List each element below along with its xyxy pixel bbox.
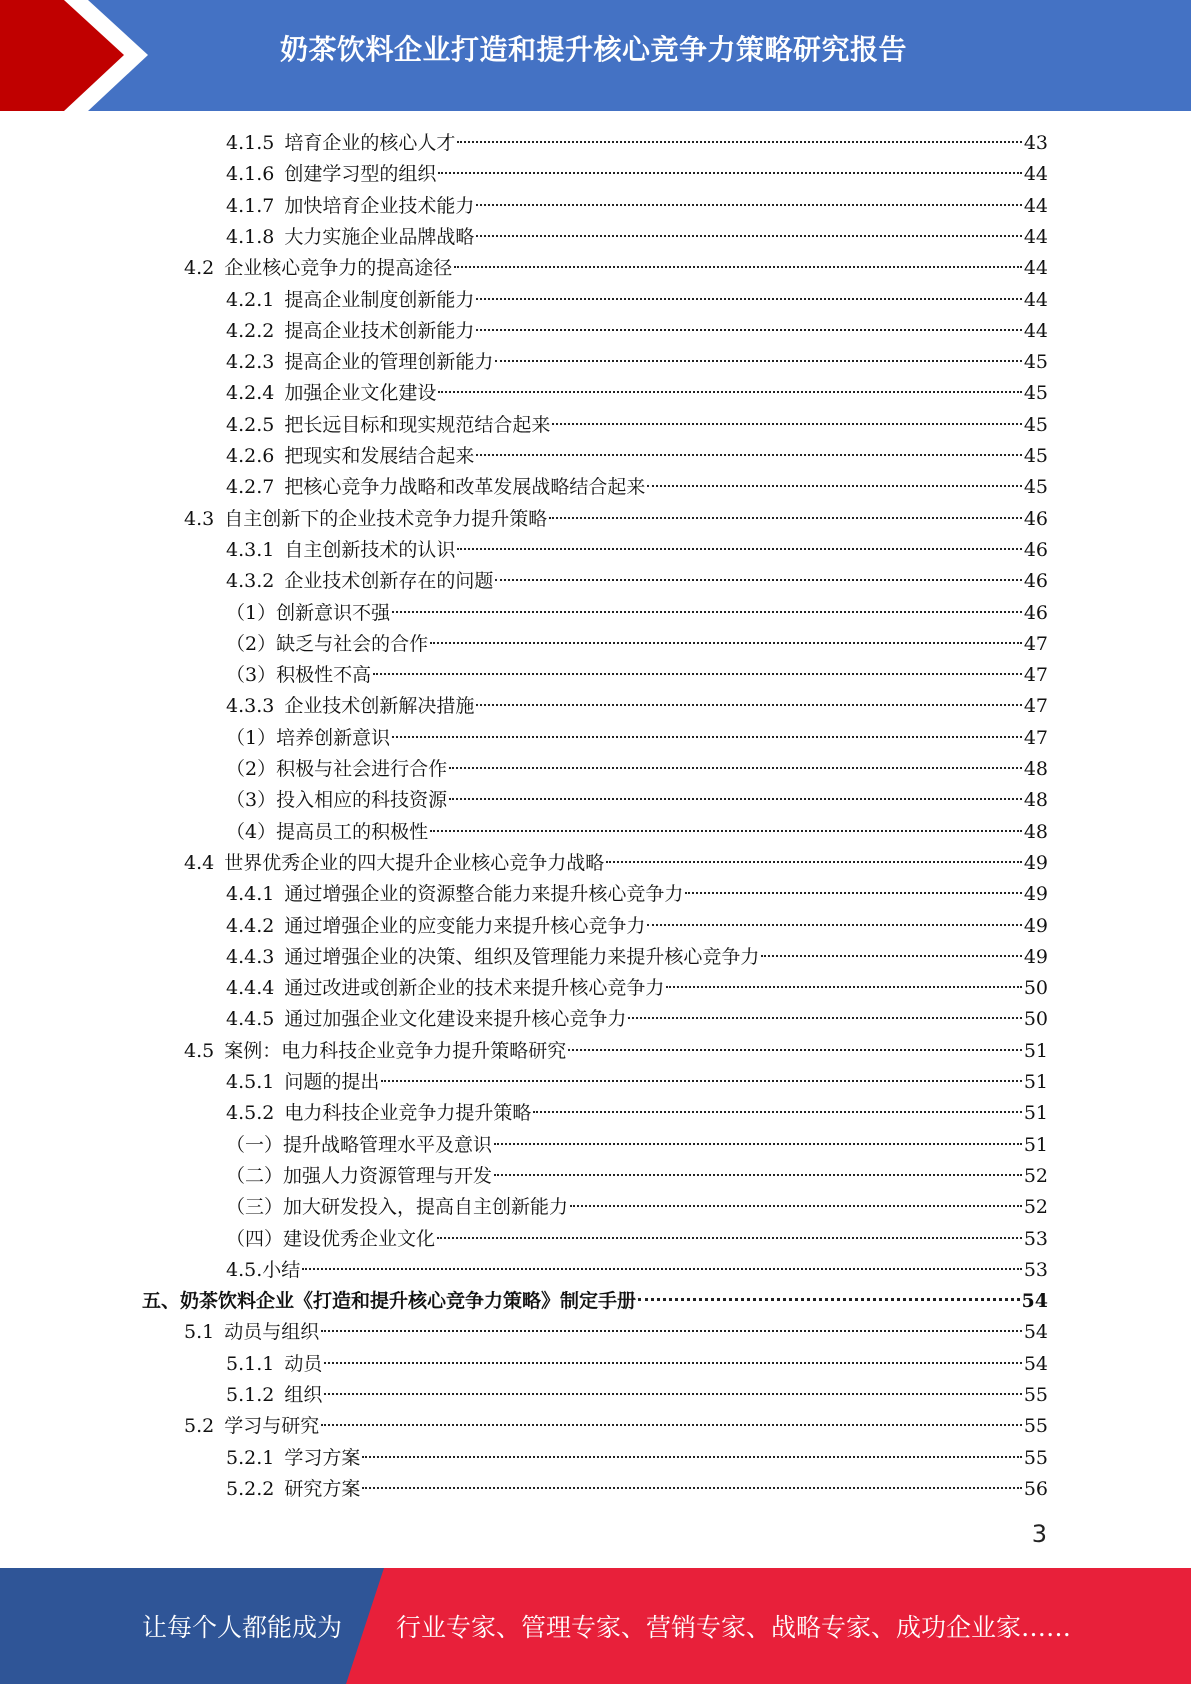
toc-dot-leader <box>533 1111 1021 1113</box>
toc-entry-page: 47 <box>1023 695 1048 717</box>
toc-entry-title: 通过增强企业的应变能力来提升核心竞争力 <box>284 915 646 937</box>
toc-entry-title: 动员 <box>284 1353 323 1375</box>
toc-entry-title: 电力科技企业竞争力提升策略 <box>284 1102 532 1124</box>
toc-dot-leader <box>666 986 1021 988</box>
toc-entry[interactable] <box>226 1192 1048 1223</box>
toc-dot-leader <box>476 454 1021 456</box>
toc-dot-leader <box>494 1174 1022 1176</box>
toc-dot-leader <box>392 736 1022 738</box>
toc-dot-leader <box>449 767 1022 769</box>
toc-dot-leader <box>362 1456 1021 1458</box>
toc-entry-page: 44 <box>1023 163 1048 185</box>
toc-entry-page: 47 <box>1023 664 1048 686</box>
toc-entry[interactable] <box>226 1161 1048 1192</box>
toc-entry-title: 问题的提出 <box>284 1071 380 1093</box>
toc-entry-title: （3）积极性不高 <box>226 664 372 686</box>
toc-dot-leader <box>457 141 1021 143</box>
toc-entry-title: 动员与组织 <box>224 1321 320 1343</box>
toc-entry-title: 提高企业制度创新能力 <box>284 289 475 311</box>
toc-dot-leader <box>552 423 1021 425</box>
toc-entry-page: 49 <box>1023 883 1048 905</box>
toc-entry-number: 4.2.7 <box>226 476 275 498</box>
toc-entry-page: 48 <box>1023 758 1048 780</box>
toc-entry-number: 4.2.6 <box>226 445 275 467</box>
toc-entry[interactable] <box>226 1130 1048 1161</box>
toc-entry-page: 50 <box>1023 1008 1048 1030</box>
toc-entry[interactable] <box>226 817 1048 848</box>
toc-entry-title: 提高企业技术创新能力 <box>284 320 475 342</box>
toc-dot-leader <box>647 924 1021 926</box>
footer-slogan-right: 行业专家、管理专家、营销专家、战略专家、成功企业家…… <box>396 1613 1072 1642</box>
toc-entry-number: 4.5.1 <box>226 1071 275 1093</box>
toc-entry-page: 44 <box>1023 289 1048 311</box>
toc-entry-title: 自主创新下的企业技术竞争力提升策略 <box>224 508 548 530</box>
toc-entry[interactable] <box>226 660 1048 691</box>
toc-entry-number: 4.4.3 <box>226 946 275 968</box>
toc-entry-number: 4.1.5 <box>226 132 275 154</box>
toc-entry-number: 4.4.4 <box>226 977 275 999</box>
toc-dot-leader <box>628 1017 1021 1019</box>
toc-dot-leader <box>438 172 1021 174</box>
toc-entry[interactable] <box>226 1380 1048 1411</box>
toc-entry-page: 43 <box>1023 132 1048 154</box>
toc-entry-title: 大力实施企业品牌战略 <box>284 226 475 248</box>
page-number: 3 <box>1031 1520 1047 1548</box>
toc-entry[interactable] <box>226 316 1048 347</box>
toc-entry-number: 4.3.2 <box>226 570 275 592</box>
toc-entry-title: （4）提高员工的积极性 <box>226 821 429 843</box>
toc-entry-title: 创建学习型的组织 <box>284 163 437 185</box>
toc-entry[interactable] <box>184 848 1048 879</box>
toc-entry-page: 46 <box>1023 602 1048 624</box>
toc-entry-page: 47 <box>1023 727 1048 749</box>
toc-dot-leader <box>381 1080 1021 1082</box>
toc-entry-title: 把现实和发展结合起来 <box>284 445 475 467</box>
toc-entry-title: （2）缺乏与社会的合作 <box>226 633 429 655</box>
toc-entry-title: 企业技术创新解决措施 <box>284 695 475 717</box>
toc-entry[interactable] <box>226 1349 1048 1380</box>
toc-entry[interactable] <box>226 1067 1048 1098</box>
toc-entry-title: 加快培育企业技术能力 <box>284 195 475 217</box>
toc-entry-page: 52 <box>1023 1196 1048 1218</box>
toc-entry-title: 通过改进或创新企业的技术来提升核心竞争力 <box>284 977 665 999</box>
toc-entry-page: 45 <box>1023 351 1048 373</box>
toc-dot-leader <box>437 1237 1022 1239</box>
toc-entry[interactable] <box>226 973 1048 1004</box>
toc-entry-title: 通过加强企业文化建设来提升核心竞争力 <box>284 1008 627 1030</box>
toc-entry-number: 4.2.1 <box>226 289 275 311</box>
toc-dot-leader <box>476 298 1021 300</box>
toc-entry[interactable] <box>226 535 1048 566</box>
toc-entry-number: 4.3 <box>184 508 215 530</box>
toc-entry-page: 45 <box>1023 476 1048 498</box>
toc-dot-leader <box>568 1049 1022 1051</box>
toc-dot-leader <box>324 1362 1021 1364</box>
toc-entry-page: 48 <box>1023 821 1048 843</box>
toc-entry-number: 4.5.2 <box>226 1102 275 1124</box>
toc-entry-title: 学习方案 <box>284 1447 361 1469</box>
toc-entry[interactable] <box>226 1474 1048 1505</box>
toc-entry-number: 4.4.2 <box>226 915 275 937</box>
toc-entry-page: 49 <box>1023 852 1048 874</box>
toc-entry[interactable] <box>226 629 1048 660</box>
toc-entry-number: 5.1.2 <box>226 1384 275 1406</box>
toc-entry[interactable] <box>142 1286 1048 1317</box>
toc-entry-page: 47 <box>1023 633 1048 655</box>
toc-entry-number: 4.1.8 <box>226 226 275 248</box>
toc-dot-leader <box>430 642 1022 644</box>
toc-dot-leader <box>392 611 1022 613</box>
toc-entry[interactable] <box>226 159 1048 190</box>
toc-entry[interactable] <box>226 191 1048 222</box>
toc-entry[interactable] <box>226 785 1048 816</box>
toc-entry[interactable] <box>226 347 1048 378</box>
toc-dot-leader <box>549 517 1022 519</box>
toc-entry-page: 51 <box>1023 1134 1048 1156</box>
toc-dot-leader <box>438 391 1021 393</box>
footer-slogan-left: 让每个人都能成为 <box>142 1613 343 1642</box>
toc-entry-title: （二）加强人力资源管理与开发 <box>226 1165 493 1187</box>
toc-entry[interactable] <box>226 754 1048 785</box>
toc-dot-leader <box>449 798 1022 800</box>
toc-entry-title: 企业技术创新存在的问题 <box>284 570 494 592</box>
toc-entry-page: 51 <box>1023 1071 1048 1093</box>
toc-dot-leader <box>321 1424 1022 1426</box>
toc-dot-leader <box>495 360 1021 362</box>
toc-entry-number: 5.1.1 <box>226 1353 275 1375</box>
toc-entry[interactable] <box>226 879 1048 910</box>
toc-entry-page: 55 <box>1023 1384 1048 1406</box>
toc-entry-page: 49 <box>1023 915 1048 937</box>
toc-entry-number: 5.2.1 <box>226 1447 275 1469</box>
toc-entry-title: （一）提升战略管理水平及意识 <box>226 1134 493 1156</box>
toc-dot-leader <box>362 1487 1021 1489</box>
toc-entry-title: （2）积极与社会进行合作 <box>226 758 448 780</box>
toc-entry-page: 48 <box>1023 789 1048 811</box>
toc-entry[interactable] <box>226 691 1048 722</box>
toc-entry[interactable] <box>226 1224 1048 1255</box>
toc-entry-number: 4.2.3 <box>226 351 275 373</box>
toc-entry-page: 44 <box>1023 257 1048 279</box>
toc-entry[interactable] <box>226 598 1048 629</box>
toc-entry-number: 5.2.2 <box>226 1478 275 1500</box>
toc-dot-leader <box>476 704 1021 706</box>
toc-dot-leader <box>494 1143 1022 1145</box>
toc-entry[interactable] <box>226 222 1048 253</box>
toc-entry-page: 44 <box>1023 226 1048 248</box>
report-title: 奶茶饮料企业打造和提升核心竞争力策略研究报告 <box>280 33 908 66</box>
toc-entry-number: 4.4 <box>184 852 215 874</box>
toc-entry-title: 培育企业的核心人才 <box>284 132 456 154</box>
toc-dot-leader <box>457 548 1021 550</box>
toc-entry-number: 4.4.5 <box>226 1008 275 1030</box>
toc-entry[interactable] <box>226 911 1048 942</box>
toc-entry-title: （三）加大研发投入，提高自主创新能力 <box>226 1196 569 1218</box>
page-header <box>0 0 1191 111</box>
toc-entry-title: 世界优秀企业的四大提升企业核心竞争力战略 <box>224 852 605 874</box>
toc-entry-number: 4.2.5 <box>226 414 275 436</box>
toc-dot-leader <box>638 1298 1020 1301</box>
toc-entry-page: 44 <box>1023 320 1048 342</box>
toc-entry-number: 5.2 <box>184 1415 215 1437</box>
toc-dot-leader <box>302 1268 1022 1270</box>
toc-entry-title: 4.5.小结 <box>226 1259 301 1281</box>
toc-entry-page: 53 <box>1023 1259 1048 1281</box>
toc-dot-leader <box>476 235 1021 237</box>
toc-entry[interactable] <box>226 1098 1048 1129</box>
toc-entry-number: 4.1.7 <box>226 195 275 217</box>
toc-entry[interactable] <box>226 1004 1048 1035</box>
toc-entry-number: 5.1 <box>184 1321 215 1343</box>
toc-entry[interactable] <box>184 504 1048 535</box>
toc-entry-title: 案例：电力科技企业竞争力提升策略研究 <box>224 1040 567 1062</box>
toc-entry-page: 52 <box>1023 1165 1048 1187</box>
toc-entry-title: 把长远目标和现实规范结合起来 <box>284 414 551 436</box>
toc-entry-page: 53 <box>1023 1228 1048 1250</box>
toc-entry-title: 提高企业的管理创新能力 <box>284 351 494 373</box>
toc-entry-page: 51 <box>1023 1102 1048 1124</box>
toc-entry[interactable] <box>184 253 1048 284</box>
toc-entry[interactable] <box>226 723 1048 754</box>
toc-entry[interactable] <box>226 285 1048 316</box>
toc-entry-page: 54 <box>1023 1353 1048 1375</box>
toc-entry-page: 54 <box>1021 1290 1048 1312</box>
toc-entry-number: 4.2 <box>184 257 215 279</box>
toc-entry-page: 46 <box>1023 570 1048 592</box>
toc-entry-title: 五、奶茶饮料企业《打造和提升核心竞争力策略》制定手册 <box>142 1290 637 1312</box>
toc-entry-page: 45 <box>1023 445 1048 467</box>
toc-entry[interactable] <box>226 1443 1048 1474</box>
toc-entry-title: 把核心竞争力战略和改革发展战略结合起来 <box>284 476 646 498</box>
toc-dot-leader <box>495 579 1021 581</box>
toc-entry-number: 4.4.1 <box>226 883 275 905</box>
page-footer <box>0 1568 1191 1684</box>
toc-entry-title: 学习与研究 <box>224 1415 320 1437</box>
toc-dot-leader <box>685 892 1021 894</box>
toc-dot-leader <box>321 1330 1022 1332</box>
toc-entry-page: 55 <box>1023 1447 1048 1469</box>
toc-entry-title: （1）培养创新意识 <box>226 727 391 749</box>
toc-entry-page: 46 <box>1023 508 1048 530</box>
toc-entry-number: 4.3.3 <box>226 695 275 717</box>
toc-entry[interactable] <box>226 566 1048 597</box>
toc-dot-leader <box>570 1205 1022 1207</box>
toc-entry-page: 56 <box>1023 1478 1048 1500</box>
toc-entry-title: 通过增强企业的决策、组织及管理能力来提升核心竞争力 <box>284 946 760 968</box>
toc-entry-title: 企业核心竞争力的提高途径 <box>224 257 453 279</box>
toc-entry[interactable] <box>226 441 1048 472</box>
toc-dot-leader <box>647 485 1021 487</box>
toc-entry-page: 44 <box>1023 195 1048 217</box>
toc-entry[interactable] <box>226 128 1048 159</box>
toc-entry-page: 51 <box>1023 1040 1048 1062</box>
toc-entry-title: 组织 <box>284 1384 323 1406</box>
toc-entry-title: 自主创新技术的认识 <box>284 539 456 561</box>
toc-entry[interactable] <box>226 942 1048 973</box>
toc-entry-number: 4.2.2 <box>226 320 275 342</box>
toc-entry-page: 49 <box>1023 946 1048 968</box>
toc-entry[interactable] <box>226 472 1048 503</box>
toc-entry-page: 46 <box>1023 539 1048 561</box>
toc-entry-number: 4.3.1 <box>226 539 275 561</box>
toc-dot-leader <box>476 329 1021 331</box>
toc-dot-leader <box>324 1393 1021 1395</box>
toc-entry-number: 4.2.4 <box>226 382 275 404</box>
toc-entry[interactable] <box>226 410 1048 441</box>
toc-entry[interactable] <box>184 1411 1048 1442</box>
toc-dot-leader <box>454 266 1022 268</box>
toc-entry-page: 45 <box>1023 414 1048 436</box>
toc-entry-title: （3）投入相应的科技资源 <box>226 789 448 811</box>
toc-entry-title: 通过增强企业的资源整合能力来提升核心竞争力 <box>284 883 684 905</box>
toc-entry-number: 4.1.6 <box>226 163 275 185</box>
toc-entry[interactable] <box>226 1255 1048 1286</box>
toc-dot-leader <box>761 955 1021 957</box>
toc-entry-title: 加强企业文化建设 <box>284 382 437 404</box>
toc-dot-leader <box>606 861 1022 863</box>
toc-entry-page: 54 <box>1023 1321 1048 1343</box>
toc-entry-page: 55 <box>1023 1415 1048 1437</box>
toc-dot-leader <box>430 830 1022 832</box>
toc-entry[interactable] <box>184 1036 1048 1067</box>
toc-entry-number: 4.5 <box>184 1040 215 1062</box>
toc-entry-page: 50 <box>1023 977 1048 999</box>
toc-dot-leader <box>476 204 1021 206</box>
toc-entry-page: 45 <box>1023 382 1048 404</box>
toc-entry-title: 研究方案 <box>284 1478 361 1500</box>
toc-entry[interactable] <box>226 378 1048 409</box>
toc-entry-title: （1）创新意识不强 <box>226 602 391 624</box>
toc-entry[interactable] <box>184 1317 1048 1348</box>
toc-dot-leader <box>373 673 1022 675</box>
toc-entry-title: （四）建设优秀企业文化 <box>226 1228 436 1250</box>
